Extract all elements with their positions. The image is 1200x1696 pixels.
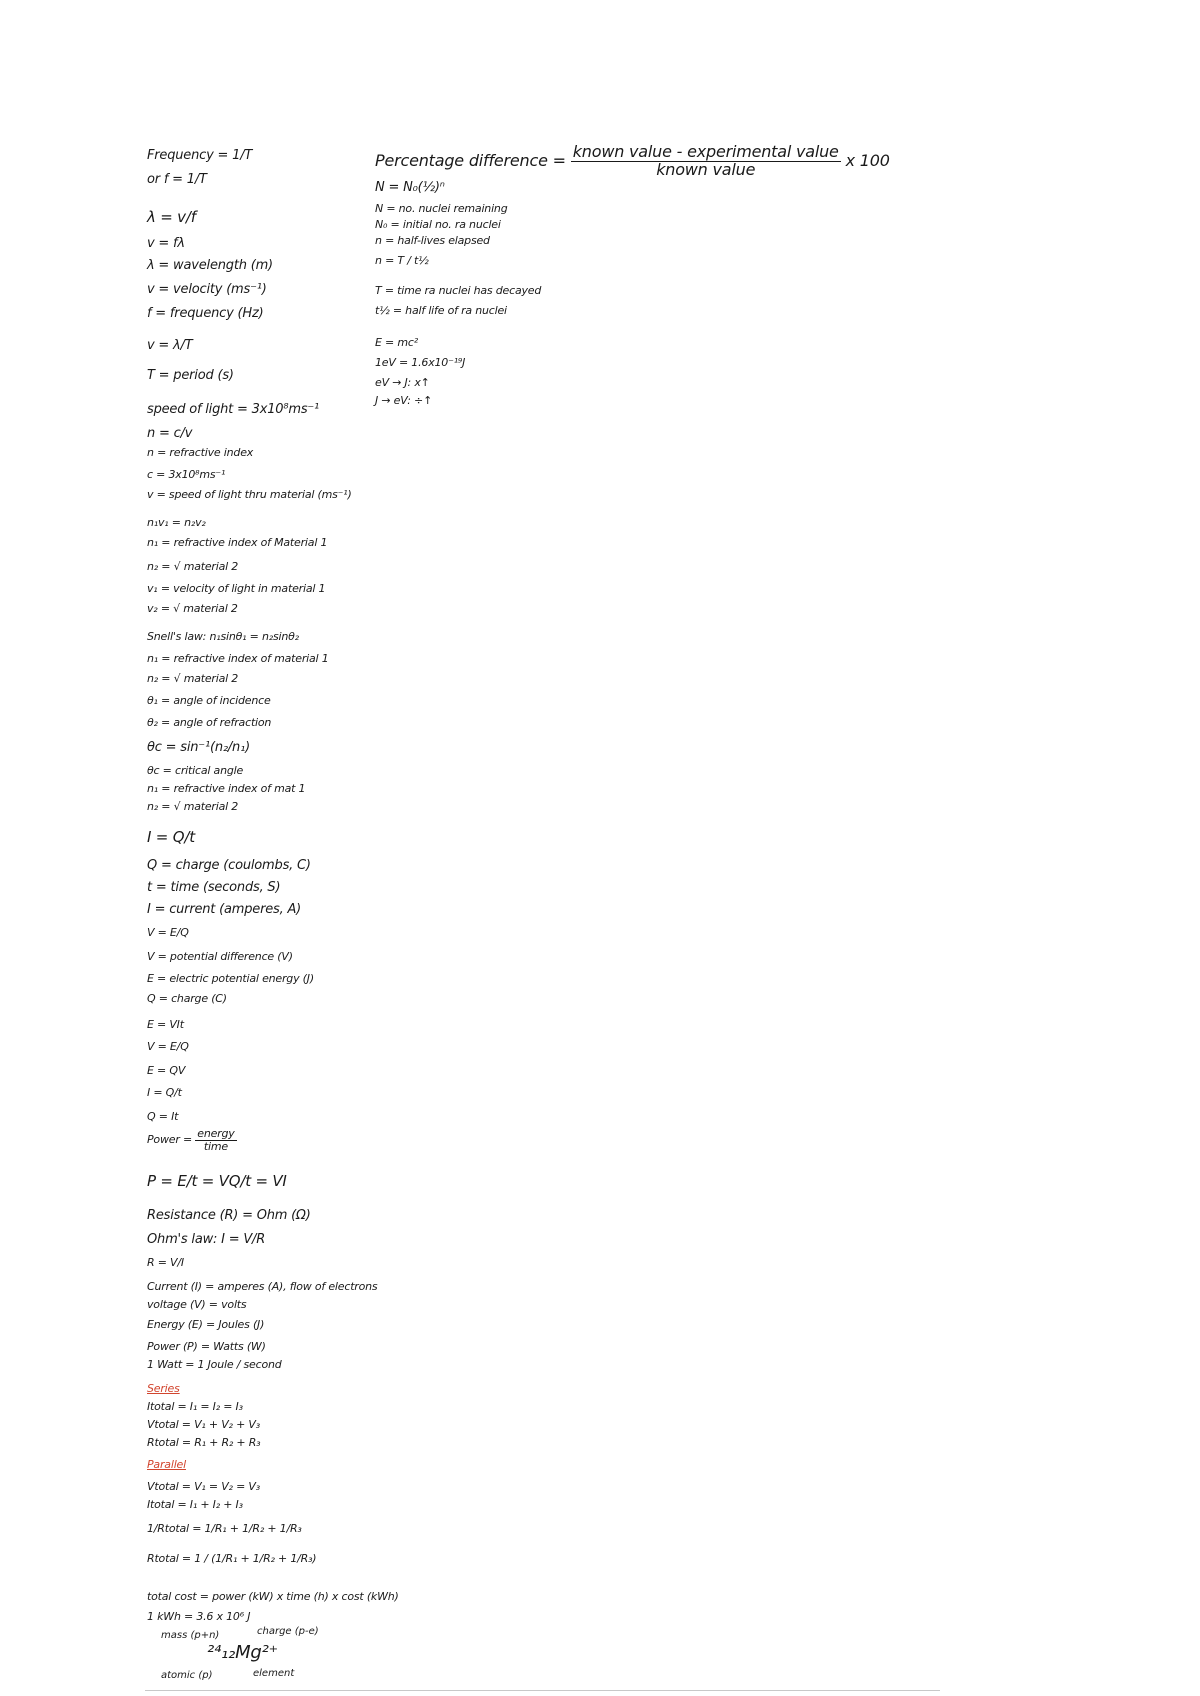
power-formula: P = E/t = VQ/t = VI: [147, 1172, 287, 1190]
parallel-heading: Parallel: [147, 1458, 186, 1471]
current-definition: I = current (amperes, A): [147, 902, 302, 917]
element-label: element: [253, 1668, 295, 1679]
critical-n2-definition: n₂ = √ material 2: [147, 800, 239, 813]
series-current: Itotal = I₁ = I₂ = I₃: [147, 1400, 243, 1413]
charge-it-formula: Q = It: [147, 1110, 179, 1123]
decay-formula: N = N₀(½)ⁿ: [375, 180, 445, 195]
percentage-denominator: known value: [656, 159, 756, 179]
energy-unit: Energy (E) = Joules (J): [147, 1318, 265, 1331]
wave-equation: v = fλ: [147, 236, 185, 251]
critical-angle-definition: θc = critical angle: [147, 764, 244, 777]
v1-definition: v₁ = velocity of light in material 1: [147, 582, 326, 595]
period-definition: T = period (s): [147, 368, 234, 383]
decay-time-definition: T = time ra nuclei has decayed: [375, 284, 542, 297]
velocity-period-formula: v = λ/T: [147, 338, 193, 353]
power-unit: Power (P) = Watts (W): [147, 1340, 266, 1353]
time-definition: t = time (seconds, S): [147, 880, 281, 895]
n2-definition: n₂ = √ material 2: [147, 560, 239, 573]
power-label: Power =: [147, 1133, 192, 1147]
parallel-current: Itotal = I₁ + I₂ + I₃: [147, 1498, 243, 1511]
refractive-index-definition: n = refractive index: [147, 446, 254, 459]
electronvolt-definition: 1eV = 1.6x10⁻¹⁹J: [375, 356, 466, 369]
right-column: [375, 0, 975, 500]
energy-definition: E = electric potential energy (J): [147, 972, 314, 985]
snell-n2-definition: n₂ = √ material 2: [147, 672, 239, 685]
voltage-formula: V = E/Q: [147, 926, 189, 939]
resistance-formula: R = V/I: [147, 1256, 184, 1269]
series-resistance: Rtotal = R₁ + R₂ + R₃: [147, 1436, 261, 1449]
speed-of-light: speed of light = 3x10⁸ms⁻¹: [147, 402, 320, 417]
material-speed-definition: v = speed of light thru material (ms⁻¹): [147, 488, 352, 501]
snells-law: Snell's law: n₁sinθ₁ = n₂sinθ₂: [147, 630, 299, 643]
percentage-multiplier: x 100: [845, 150, 890, 170]
initial-nuclei-definition: N₀ = initial no. ra nuclei: [375, 218, 501, 231]
parallel-resistance-reciprocal: 1/Rtotal = 1/R₁ + 1/R₂ + 1/R₃: [147, 1522, 302, 1535]
atomic-number-label: atomic (p): [161, 1670, 213, 1681]
mass-number-label: mass (p+n): [161, 1630, 220, 1641]
power-fraction: [195, 1128, 236, 1152]
potential-difference-definition: V = potential difference (V): [147, 950, 293, 963]
kwh-conversion: 1 kWh = 3.6 x 10⁶ J: [147, 1610, 251, 1623]
wavelength-definition: λ = wavelength (m): [147, 258, 273, 273]
ev-to-joule: eV → J: x↑: [375, 376, 430, 389]
nuclide-notation: [157, 1626, 377, 1690]
current-formula-2: I = Q/t: [147, 1086, 182, 1099]
percentage-label: Percentage difference =: [375, 150, 566, 170]
half-lives-formula: n = T / t½: [375, 254, 429, 267]
energy-qv-formula: E = QV: [147, 1064, 186, 1077]
charge-definition: Q = charge (coulombs, C): [147, 858, 311, 873]
series-voltage: Vtotal = V₁ + V₂ + V₃: [147, 1418, 260, 1431]
half-life-definition: t½ = half life of ra nuclei: [375, 304, 507, 317]
refractive-index-formula: n = c/v: [147, 426, 193, 441]
nuclei-remaining-definition: N = no. nuclei remaining: [375, 202, 508, 215]
watt-definition: 1 Watt = 1 Joule / second: [147, 1358, 282, 1371]
power-definition: [147, 1128, 237, 1152]
parallel-voltage: Vtotal = V₁ = V₂ = V₃: [147, 1480, 260, 1493]
magnesium-ion-symbol: ²⁴₁₂Mg²⁺: [207, 1642, 278, 1663]
charge-label: charge (p-e): [257, 1626, 319, 1637]
wavelength-formula: λ = v/f: [147, 208, 196, 226]
snell-n1-definition: n₁ = refractive index of material 1: [147, 652, 329, 665]
joule-to-ev: J → eV: ÷↑: [375, 394, 433, 407]
charge-definition-2: Q = charge (C): [147, 992, 227, 1005]
percentage-difference-formula: [375, 144, 890, 179]
voltage-formula-2: V = E/Q: [147, 1040, 189, 1053]
refraction-angle-definition: θ₂ = angle of refraction: [147, 716, 272, 729]
resistance-unit: Resistance (R) = Ohm (Ω): [147, 1208, 311, 1223]
critical-angle-formula: θc = sin⁻¹(n₂/n₁): [147, 740, 250, 755]
mass-energy-formula: E = mc²: [375, 336, 418, 349]
n1-definition: n₁ = refractive index of Material 1: [147, 536, 328, 549]
frequency-formula: Frequency = 1/T: [147, 148, 253, 163]
v2-definition: v₂ = √ material 2: [147, 602, 238, 615]
current-formula: I = Q/t: [147, 828, 195, 846]
percentage-numerator: known value - experimental value: [572, 142, 839, 161]
critical-n1-definition: n₁ = refractive index of mat 1: [147, 782, 306, 795]
energy-vit-formula: E = VIt: [147, 1018, 184, 1031]
ohms-law: Ohm's law: I = V/R: [147, 1232, 266, 1247]
current-unit: Current (I) = amperes (A), flow of electrons: [147, 1280, 378, 1293]
frequency-definition: f = frequency (Hz): [147, 306, 264, 321]
parallel-resistance-total: Rtotal = 1 / (1/R₁ + 1/R₂ + 1/R₃): [147, 1552, 317, 1565]
percentage-fraction: [571, 144, 841, 179]
total-cost-formula: total cost = power (kW) x time (h) x cost (kWh): [147, 1590, 399, 1603]
page-bottom-rule: [145, 1690, 940, 1691]
power-denominator: time: [203, 1139, 228, 1153]
power-numerator: energy: [197, 1127, 235, 1140]
n1v1-formula: n₁v₁ = n₂v₂: [147, 516, 206, 529]
incidence-angle-definition: θ₁ = angle of incidence: [147, 694, 271, 707]
frequency-alt-formula: or f = 1/T: [147, 172, 207, 187]
series-heading: Series: [147, 1382, 180, 1395]
c-definition: c = 3x10⁸ms⁻¹: [147, 468, 226, 481]
velocity-definition: v = velocity (ms⁻¹): [147, 282, 267, 297]
half-lives-definition: n = half-lives elapsed: [375, 234, 490, 247]
voltage-unit: voltage (V) = volts: [147, 1298, 247, 1311]
